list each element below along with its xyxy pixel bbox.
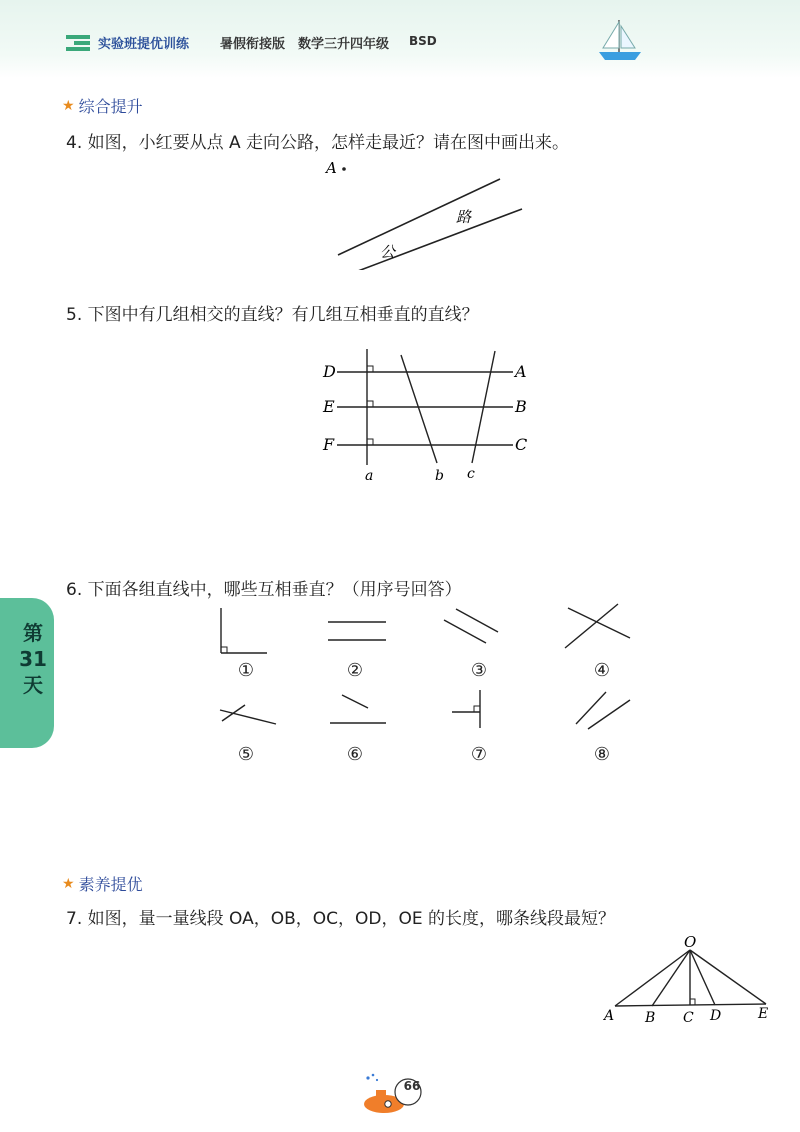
label-c: C	[683, 1010, 694, 1026]
day-tab-label: 第31天	[19, 621, 47, 697]
label-b-line: b	[435, 468, 444, 484]
publisher-code: BSD	[409, 34, 437, 48]
label-c-line: c	[467, 466, 475, 482]
segment-ob	[652, 950, 690, 1006]
pair-6	[330, 695, 386, 723]
section-comprehensive	[62, 94, 143, 117]
sailboat-icon	[595, 18, 645, 66]
caption-4: ④	[593, 660, 611, 681]
road-char-gong: 公	[380, 243, 396, 261]
star-icon: ★	[62, 97, 75, 114]
pair-5	[220, 705, 276, 724]
figure-6-pairs	[200, 600, 650, 760]
caption-7: ⑦	[470, 744, 488, 765]
point-a-label: A	[326, 159, 337, 177]
caption-2: ②	[346, 660, 364, 681]
point-a	[342, 167, 346, 171]
section-literacy	[62, 872, 143, 895]
section-literacy-title: 素养提优	[78, 875, 143, 894]
line-b	[401, 355, 437, 463]
caption-5: ⑤	[237, 744, 255, 765]
label-e: E	[323, 397, 335, 416]
figure-5-lines	[315, 345, 540, 485]
pair-7	[452, 690, 480, 728]
right-angle-mark	[690, 999, 695, 1005]
label-c-right: C	[515, 435, 528, 454]
segment-oe	[690, 950, 766, 1004]
pair-4	[565, 604, 630, 648]
label-b: B	[645, 1010, 656, 1026]
edition-label: 暑假衔接版	[220, 37, 286, 52]
label-d: D	[710, 1008, 722, 1024]
figure-7-segments	[598, 932, 783, 1027]
figure-4-road	[300, 155, 540, 270]
caption-6: ⑥	[346, 744, 364, 765]
right-angle-mark	[367, 439, 373, 445]
caption-3: ③	[470, 660, 488, 681]
question-7: 7. 如图，量一量线段 OA，OB，OC，OD，OE 的长度，哪条线段最短？	[66, 909, 616, 929]
right-angle-mark	[367, 401, 373, 407]
question-5: 5. 下图中有几组相交的直线？有几组互相垂直的直线？	[66, 305, 479, 325]
question-4: 4. 如图，小红要从点 A 走向公路，怎样走最近？请在图中画出来。	[66, 133, 570, 153]
grade-label: 数学三升四年级	[298, 37, 390, 52]
road-char-lu: 路	[456, 208, 472, 226]
label-f: F	[323, 435, 335, 454]
road-edge-upper	[338, 179, 500, 255]
brand-logo-icon	[64, 33, 94, 55]
label-e: E	[758, 1006, 769, 1022]
segment-oa	[615, 950, 690, 1006]
pair-8	[576, 692, 630, 729]
star-icon: ★	[62, 875, 75, 892]
label-a-line: a	[365, 468, 374, 484]
label-d: D	[323, 362, 336, 381]
label-a-right: A	[515, 362, 527, 381]
caption-1: ①	[237, 660, 255, 681]
pair-3	[444, 609, 498, 643]
question-6: 6. 下面各组直线中，哪些互相垂直？（用序号回答）	[66, 580, 462, 600]
label-o: O	[684, 933, 697, 951]
page-number: 66	[403, 1079, 421, 1093]
label-b-right: B	[515, 397, 527, 416]
label-a: A	[604, 1008, 615, 1024]
caption-8: ⑧	[593, 744, 611, 765]
right-angle-mark	[367, 366, 373, 372]
brand-title: 实验班提优训练	[98, 37, 190, 52]
section-comprehensive-title: 综合提升	[78, 97, 143, 116]
pair-2	[328, 622, 386, 640]
pair-1	[221, 608, 267, 653]
